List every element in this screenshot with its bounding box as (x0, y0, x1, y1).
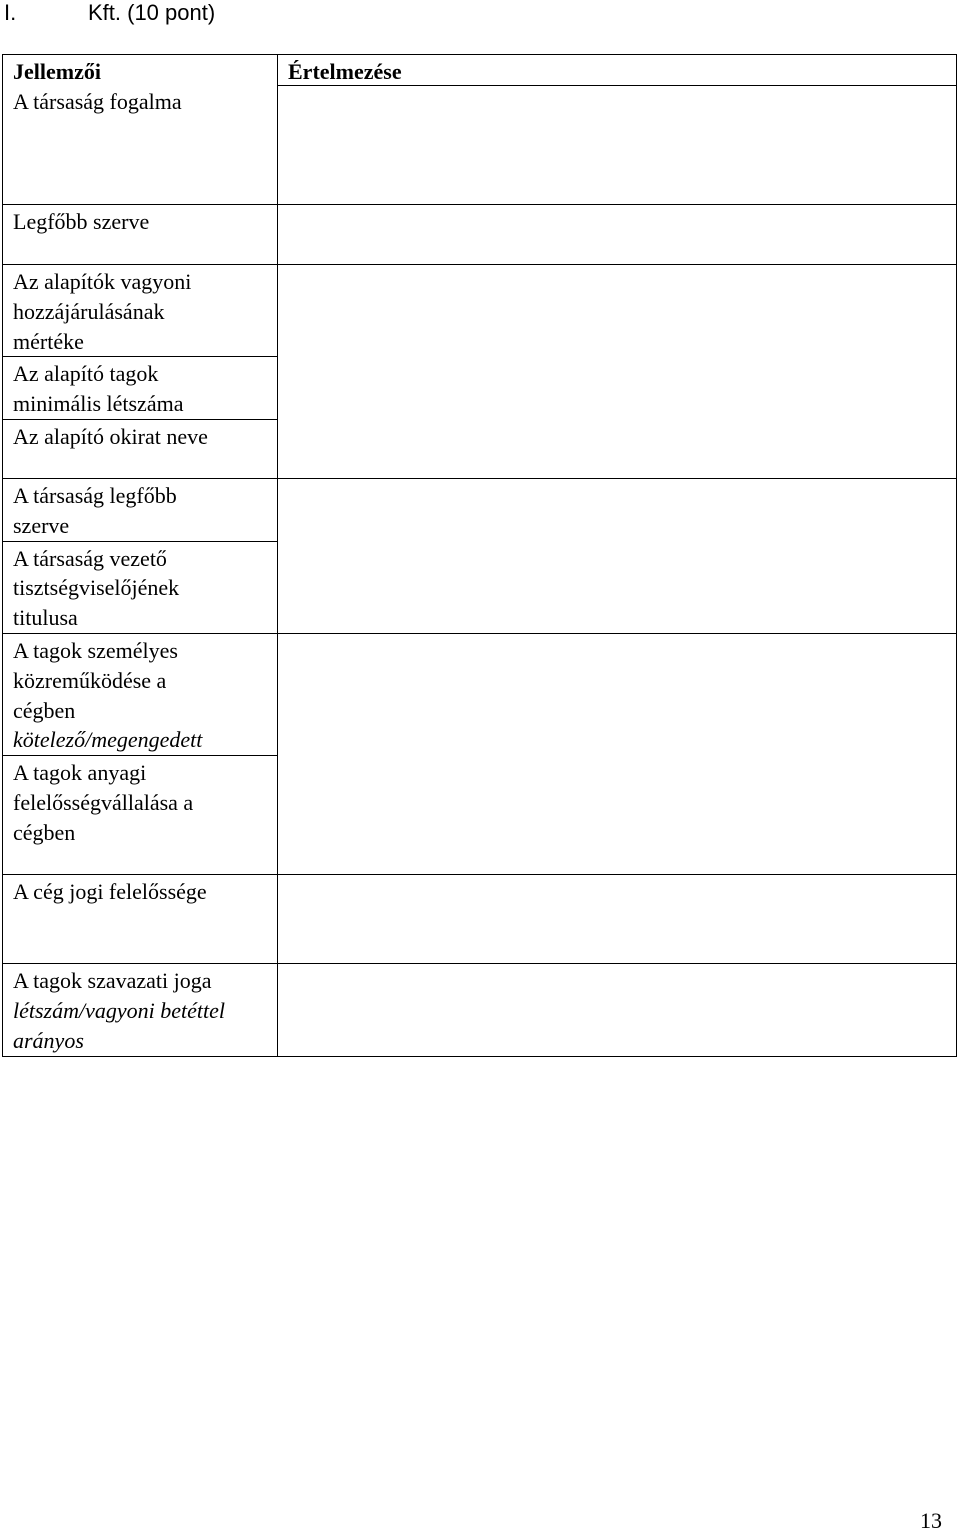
table-row (3, 875, 957, 964)
table-cell-characteristic (3, 419, 278, 478)
row-label-line: Az alapítók vagyoni (13, 269, 192, 294)
row-label-line: Legfőbb szerve (13, 209, 150, 234)
table-cell-meaning (278, 964, 957, 1056)
row-label-line: cégben (13, 819, 76, 845)
section-heading (4, 0, 215, 26)
table-cell-characteristic (3, 964, 278, 1056)
table-row (3, 265, 957, 357)
table-row (3, 205, 957, 265)
table-cell-characteristic (3, 478, 278, 541)
row-label-italic: arányos (13, 1027, 84, 1053)
row-label-line: cégben (13, 697, 76, 723)
row-label-line: A tagok személyes (13, 637, 178, 663)
table-row (3, 478, 957, 541)
table-cell-characteristic (3, 875, 278, 964)
row-label-line: közreműködése a (13, 667, 167, 693)
row-label-italic: létszám/vagyoni betéttel (13, 997, 225, 1023)
row-label-line: A tagok anyagi (13, 760, 147, 786)
row-label-line: A tagok szavazati joga (13, 968, 212, 994)
table-row (3, 964, 957, 1056)
table-cell-characteristic (3, 205, 278, 265)
section-title: Kft. (10 pont) (88, 0, 216, 25)
table-cell-meaning (278, 265, 957, 479)
section-number: I. (4, 0, 17, 25)
table-cell-meaning (278, 55, 957, 205)
table-row (3, 633, 957, 755)
row-label-line: hozzájárulásának (13, 298, 165, 324)
table-row (3, 55, 957, 205)
row-label-line: A társaság legfőbb (13, 482, 177, 508)
table-cell-characteristic (3, 265, 278, 357)
table-cell-characteristic (3, 541, 278, 633)
table-cell-meaning (278, 633, 957, 874)
table-cell-characteristic (3, 55, 278, 205)
page-number: 13 (920, 1508, 942, 1533)
table-cell-meaning (278, 205, 957, 265)
row-label-line: Az alapító okirat neve (13, 423, 208, 449)
row-label-italic: kötelező/megengedett (13, 727, 203, 753)
table-cell-meaning (278, 875, 957, 964)
row-label-line: tisztségviselőjének (13, 575, 180, 601)
table-cell-characteristic (3, 756, 278, 875)
row-label-line: A társaság fogalma (13, 88, 182, 114)
row-label-line: A társaság vezető (13, 545, 167, 571)
column-header-jellemzoi: Jellemzői (13, 59, 101, 84)
table-cell-meaning (278, 478, 957, 633)
row-label-line: szerve (13, 512, 70, 538)
row-label-line: titulusa (13, 605, 78, 631)
row-label-line: minimális létszáma (13, 391, 184, 417)
row-label-line: Az alapító tagok (13, 361, 159, 387)
column-header-ertelmezese: Értelmezése (278, 55, 956, 86)
row-label-line: mértéke (13, 328, 84, 354)
table-cell-characteristic (3, 633, 278, 755)
row-label-line: felelősségvállalása a (13, 789, 194, 815)
table-cell-characteristic (3, 357, 278, 420)
kft-table (2, 54, 957, 1057)
row-label-line: A cég jogi felelőssége (13, 879, 207, 905)
